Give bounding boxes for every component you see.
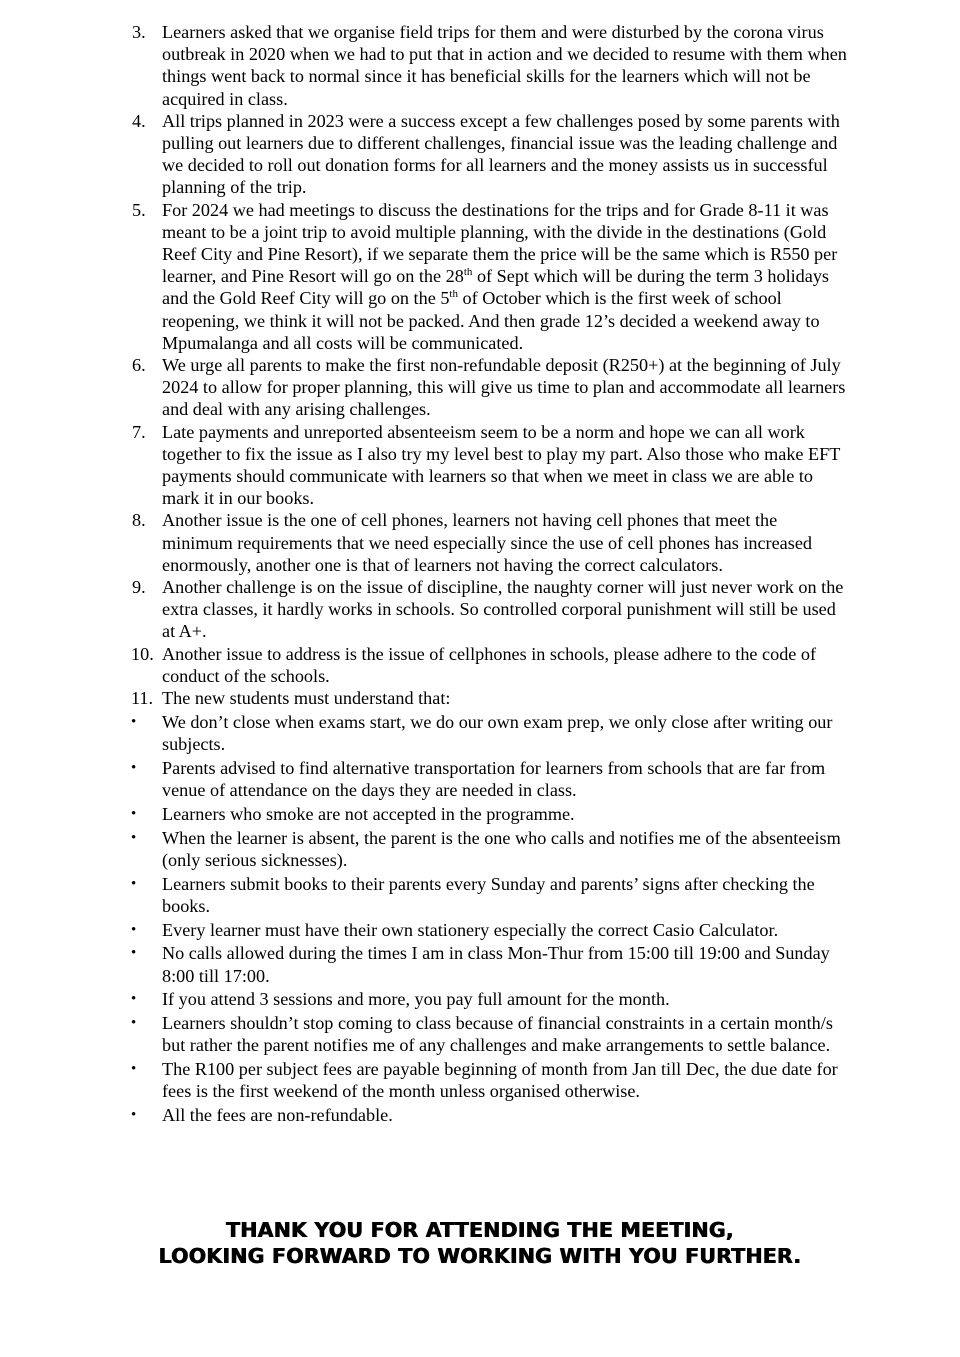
bullet-item	[0, 1058, 848, 1102]
bullet-item	[0, 919, 848, 941]
list-item-7	[0, 421, 848, 510]
bullet-icon: •	[131, 1061, 137, 1078]
bullet-item-text: Learners submit books to their parents every Sunday and parents’ signs after checking the books.	[162, 873, 815, 916]
bullet-item-text: Learners shouldn’t stop coming to class because of financial constraints in a certain month/s but rather the parent notifies me of any challenges and make arrangements to settle balance.	[162, 1013, 833, 1056]
bullet-item-text: The R100 per subject fees are payable beginning of month from Jan till Dec, the due date for fees is the first weekend of the month unless organised otherwise.	[162, 1059, 838, 1102]
bullet-item	[0, 803, 848, 825]
list-number: 3.	[132, 22, 146, 42]
bullet-icon: •	[131, 829, 137, 846]
list-item-text: Another challenge is on the issue of discipline, the naughty corner will just never work on the extra classes, it hardly works in schools. So controlled corporal punishment will still be used at A+.	[162, 577, 844, 642]
bullet-item	[0, 873, 848, 917]
list-item-9	[0, 576, 848, 643]
ordinal-suffix: th	[463, 266, 473, 279]
bullet-item-text: Every learner must have their own stationery especially the correct Casio Calculator.	[162, 919, 779, 940]
list-item-text: We urge all parents to make the first non-refundable deposit (R250+) at the beginning of July 2024 to allow for proper planning, this will give us time to plan and accommodate all learners and deal with any arising challenges.	[162, 355, 846, 420]
trip-text-part-3: of October which is the first week of school reopening, we think it will not be packed. And then grade 12’s decided a weekend away to Mpumalanga and all costs will be communicated.	[162, 288, 820, 353]
list-item-10	[0, 643, 848, 687]
bullet-icon: •	[131, 921, 137, 938]
bullet-item	[0, 757, 848, 801]
list-number: 8.	[132, 510, 146, 531]
list-item-11	[0, 687, 848, 709]
bullet-icon: •	[131, 1107, 137, 1124]
list-item-5	[0, 199, 848, 354]
bullet-item	[0, 942, 848, 986]
list-number: 6.	[132, 355, 146, 376]
bullet-icon: •	[131, 945, 137, 962]
bullet-icon: •	[131, 875, 137, 892]
bullet-item	[0, 1012, 848, 1056]
list-item-text: Another issue to address is the issue of cellphones in schools, please adhere to the code of conduct of the schools.	[162, 643, 817, 686]
list-number: 4.	[132, 110, 146, 131]
list-number: 10.	[131, 643, 154, 664]
closing-message	[0, 1217, 960, 1269]
list-item-text: Learners asked that we organise field trips for them and were disturbed by the corona virus outbreak in 2020 when we had to put that in action and we decided to resume with them when things went back to normal since it has beneficial skills for the learners which will not be acquired in class.	[162, 22, 847, 109]
list-item-text	[162, 200, 837, 353]
list-item-3	[0, 21, 848, 110]
meeting-notes-list	[0, 21, 960, 1126]
bullet-item-text: When the learner is absent, the parent is the one who calls and notifies me of the absenteeism (only serious sicknesses).	[162, 827, 841, 870]
bullet-item-text: Learners who smoke are not accepted in the programme.	[162, 803, 575, 824]
bullet-icon: •	[131, 1015, 137, 1032]
list-number: 11.	[131, 688, 154, 709]
bullet-item	[0, 988, 848, 1010]
list-number: 5.	[132, 199, 146, 220]
bullet-item	[0, 827, 848, 871]
closing-line-2: LOOKING FORWARD TO WORKING WITH YOU FURTHER.	[158, 1244, 802, 1268]
list-item-4	[0, 110, 848, 199]
bullet-item-text: If you attend 3 sessions and more, you pay full amount for the month.	[162, 989, 670, 1010]
list-number: 9.	[132, 577, 146, 598]
list-item-text: The new students must understand that:	[162, 688, 451, 709]
bullet-item-text: Parents advised to find alternative transportation for learners from schools that are far from venue of attendance on the days they are needed in class.	[162, 757, 826, 801]
list-item-8	[0, 509, 848, 576]
list-item-text: All trips planned in 2023 were a success except a few challenges posed by some parents with pulling out learners due to different challenges, financial issue was the leading challenge and we decided to roll out donation forms for all learners and the money assists us in successful planning of the trip.	[162, 110, 840, 198]
trip-text-part-1: For 2024 we had meetings to discuss the destinations for the trips and for Grade 8-11 it was meant to be a joint trip to avoid multiple planning, with the divide in the destinations (Gold Reef City and Pine Resort), if we separate them the price will be the same which is R550 per learner, and Pine Resort will go on the 28	[162, 199, 838, 287]
bullet-icon: •	[131, 991, 137, 1008]
ordinal-suffix: th	[449, 288, 458, 301]
list-item-6	[0, 354, 848, 421]
trip-text-part-2: of Sept which will be during the term 3 holidays and the Gold Reef City will go on the 5	[162, 266, 830, 309]
bullet-item	[0, 711, 848, 755]
bullet-item	[0, 1104, 848, 1126]
bullet-icon: •	[131, 805, 137, 822]
bullet-item-text: No calls allowed during the times I am in class Mon-Thur from 15:00 till 19:00 and Sunday 8:00 till 17:00.	[162, 943, 830, 986]
bullet-icon: •	[131, 713, 137, 730]
bullet-icon: •	[131, 759, 137, 776]
list-number: 7.	[132, 421, 146, 442]
list-item-text: Late payments and unreported absenteeism seem to be a norm and hope we can all work together to fix the issue as I also try my level best to play my part. Also those who make EFT payments should communicate with learners so that when we meet in class we are able to mark it in our books.	[162, 421, 841, 509]
bullet-item-text: All the fees are non-refundable.	[162, 1105, 393, 1126]
list-item-text: Another issue is the one of cell phones, learners not having cell phones that meet the minimum requirements that we need especially since the use of cell phones has increased enormously, another one is that of learners not having the correct calculators.	[162, 510, 812, 575]
bullet-item-text: We don’t close when exams start, we do our own exam prep, we only close after writing our subjects.	[162, 711, 833, 755]
closing-line-1: THANK YOU FOR ATTENDING THE MEETING,	[226, 1218, 734, 1242]
